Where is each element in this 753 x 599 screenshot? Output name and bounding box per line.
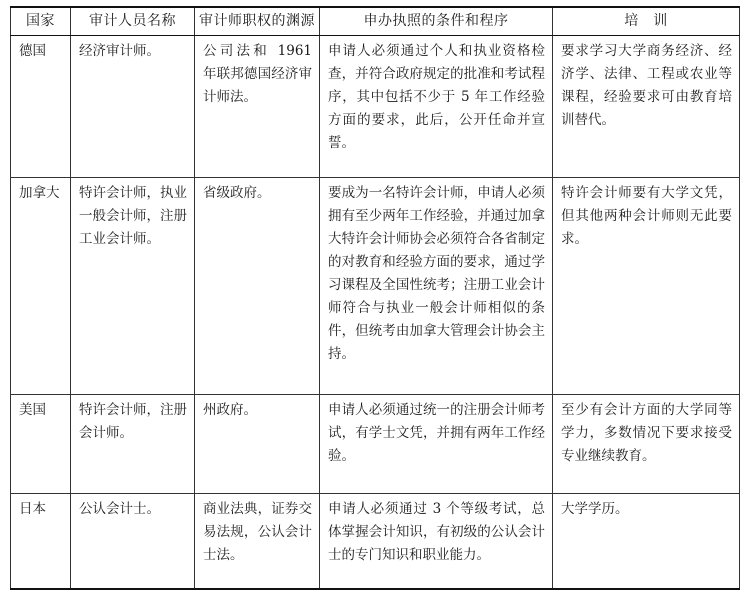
cell-country: 美国: [11, 395, 71, 494]
cell-country: 加拿大: [11, 178, 71, 395]
cell-training: 至少有会计方面的大学同等学力，多数情况下要求接受专业继续教育。: [553, 395, 740, 494]
auditor-comparison-table: [10, 6, 740, 590]
cell-country: 日本: [11, 494, 71, 590]
cell-training: 要求学习大学商务经济、经济学、法律、工程或农业等课程，经验要求可由教育培训替代。: [553, 36, 740, 178]
table-header-row: [11, 7, 740, 36]
cell-license-conditions: 申请人必须通过个人和执业资格检查，并符合政府规定的批准和考试程序，其中包括不少于 5 年工作经验方面的要求，此后，公开任命并宣誓。: [320, 36, 553, 178]
cell-license-conditions: 要成为一名特许会计师，申请人必须拥有至少两年工作经验，并通过加拿大特许会计师协会必须符合各省制定的对教育和经验方面的要求，通过学习课程及全国性统考；注册工业会计师符合与执业一般会计师相似的条件，但统考由加拿大管理会计协会主持。: [320, 178, 553, 395]
header-authority-source: 审计师职权的渊源: [195, 7, 320, 36]
cell-authority-source: 公司法和 1961 年联邦德国经济审计师法。: [195, 36, 320, 178]
cell-license-conditions: 申请人必须通过 3 个等级考试，总体掌握会计知识，有初级的公认会计士的专门知识和职业能力。: [320, 494, 553, 590]
table-row: [11, 395, 740, 494]
cell-auditor-title: 公认会计士。: [71, 494, 195, 590]
table-row: [11, 178, 740, 395]
cell-license-conditions: 申请人必须通过统一的注册会计师考试，有学士文凭，并拥有两年工作经验。: [320, 395, 553, 494]
cell-authority-source: 州政府。: [195, 395, 320, 494]
cell-training: 大学学历。: [553, 494, 740, 590]
table-row: [11, 494, 740, 590]
header-training: 培 训: [553, 7, 740, 36]
cell-auditor-title: 特许会计师，执业一般会计师，注册工业会计师。: [71, 178, 195, 395]
cell-auditor-title: 经济审计师。: [71, 36, 195, 178]
header-country: 国家: [11, 7, 71, 36]
cell-authority-source: 商业法典，证券交易法规，公认会计士法。: [195, 494, 320, 590]
header-license-conditions: 申办执照的条件和程序: [320, 7, 553, 36]
cell-auditor-title: 特许会计师，注册会计师。: [71, 395, 195, 494]
cell-authority-source: 省级政府。: [195, 178, 320, 395]
cell-country: 德国: [11, 36, 71, 178]
table-row: [11, 36, 740, 178]
header-auditor-title: 审计人员名称: [71, 7, 195, 36]
cell-training: 特许会计师要有大学文凭，但其他两种会计师则无此要求。: [553, 178, 740, 395]
